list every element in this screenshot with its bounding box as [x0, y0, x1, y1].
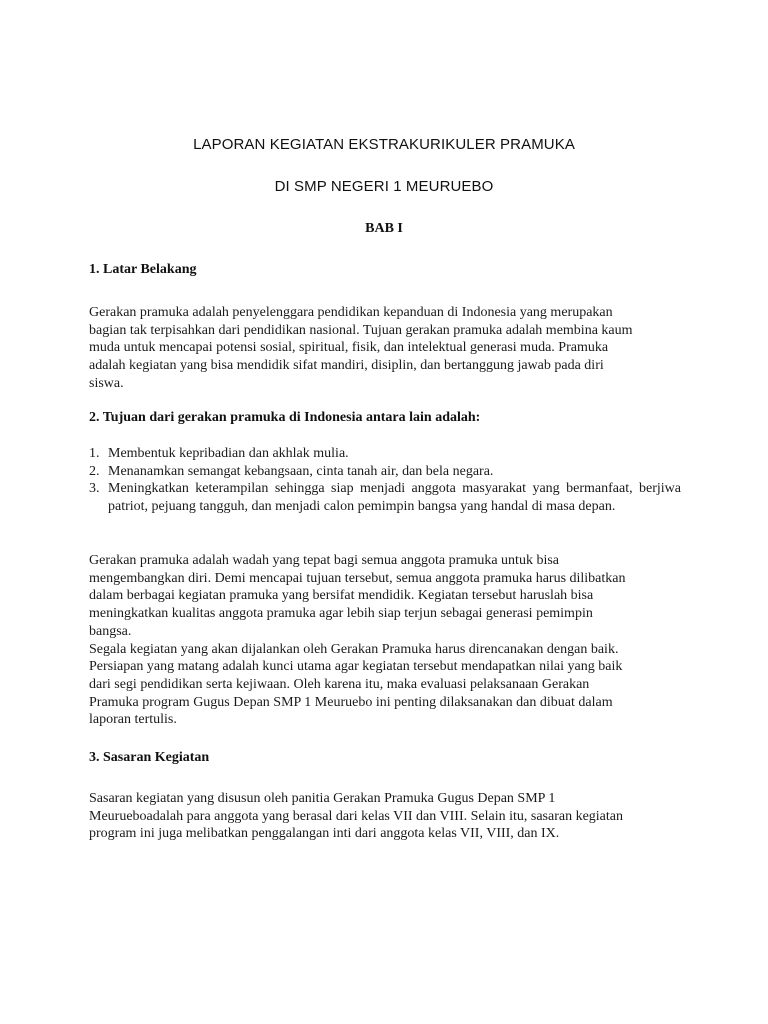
- list-number: 3.: [89, 481, 100, 497]
- list-item: [89, 445, 681, 463]
- text-line: Persiapan yang matang adalah kunci utama agar kegiatan tersebut mendapatkan nilai yang baik: [89, 659, 623, 675]
- list-item: [89, 480, 681, 515]
- text-line: Pramuka program Gugus Depan SMP 1 Meuruebo ini penting dilaksanakan dan dibuat dalam: [89, 694, 613, 710]
- text-line: adalah kegiatan yang bisa mendidik sifat mandiri, disiplin, dan bertanggung jawab pada diri: [89, 358, 604, 374]
- section-heading-latar-belakang: 1. Latar Belakang: [89, 262, 197, 277]
- list-number: 2.: [89, 463, 100, 479]
- text-line: dalam berbagai kegiatan pramuka yang bersifat mendidik. Kegiatan tersebut haruslah bisa: [89, 588, 594, 604]
- list-text: Meningkatkan keterampilan sehingga siap menjadi anggota masyarakat yang bermanfaat, berjiwa patriot, pejuang tangguh, dan menjadi calon pemimpin bangsa yang handal di masa depan.: [108, 481, 681, 515]
- text-line: program ini juga melibatkan penggalangan inti dari anggota kelas VII, VIII, dan IX.: [89, 826, 560, 842]
- text-line: Gerakan pramuka adalah wadah yang tepat bagi semua anggota pramuka untuk bisa: [89, 553, 559, 568]
- paragraph-sasaran: [89, 790, 684, 843]
- text-line: bagian tak terpisahkan dari pendidikan nasional. Tujuan gerakan pramuka adalah membina kaum: [89, 322, 633, 338]
- text-line: muda untuk mencapai potensi sosial, spiritual, fisik, dan intelektual generasi muda. Pramuka: [89, 340, 609, 356]
- paragraph-latar-belakang: [89, 304, 684, 393]
- list-text: Menanamkan semangat kebangsaan, cinta tanah air, dan bela negara.: [108, 463, 494, 479]
- document-title: LAPORAN KEGIATAN EKSTRAKURIKULER PRAMUKA: [193, 136, 575, 153]
- list-text: Membentuk kepribadian dan akhlak mulia.: [108, 446, 349, 461]
- text-line: laporan tertulis.: [89, 712, 177, 728]
- text-line: mengembangkan diri. Demi mencapai tujuan tersebut, semua anggota pramuka harus dilibatkan: [89, 570, 626, 586]
- text-line: bangsa.: [89, 623, 132, 639]
- text-line: Meurueboadalah para anggota yang berasal dari kelas VII dan VIII. Selain itu, sasaran kegiatan: [89, 808, 623, 824]
- text-line: meningkatkan kualitas anggota pramuka agar lebih siap terjun sebagai generasi pemimpin: [89, 606, 593, 622]
- list-item: [89, 463, 681, 481]
- text-line: dari segi pendidikan serta kejiwaan. Oleh karena itu, maka evaluasi pelaksanaan Gerakan: [89, 676, 590, 692]
- text-line: Segala kegiatan yang akan dijalankan oleh Gerakan Pramuka harus direncanakan dengan baik.: [89, 641, 619, 657]
- text-line: Sasaran kegiatan yang disusun oleh panitia Gerakan Pramuka Gugus Depan SMP 1: [89, 791, 556, 806]
- text-line: siswa.: [89, 375, 124, 391]
- chapter-heading: BAB I: [365, 221, 403, 236]
- section-heading-sasaran: 3. Sasaran Kegiatan: [89, 750, 210, 765]
- list-number: 1.: [89, 446, 100, 461]
- text-line: Gerakan pramuka adalah penyelenggara pendidikan kepanduan di Indonesia yang merupakan: [89, 305, 613, 320]
- paragraph-gerakan-pramuka: [89, 552, 684, 729]
- tujuan-list: [89, 445, 681, 516]
- document-subtitle: DI SMP NEGERI 1 MEURUEBO: [274, 178, 494, 195]
- section-heading-tujuan: 2. Tujuan dari gerakan pramuka di Indonesia antara lain adalah:: [89, 410, 481, 425]
